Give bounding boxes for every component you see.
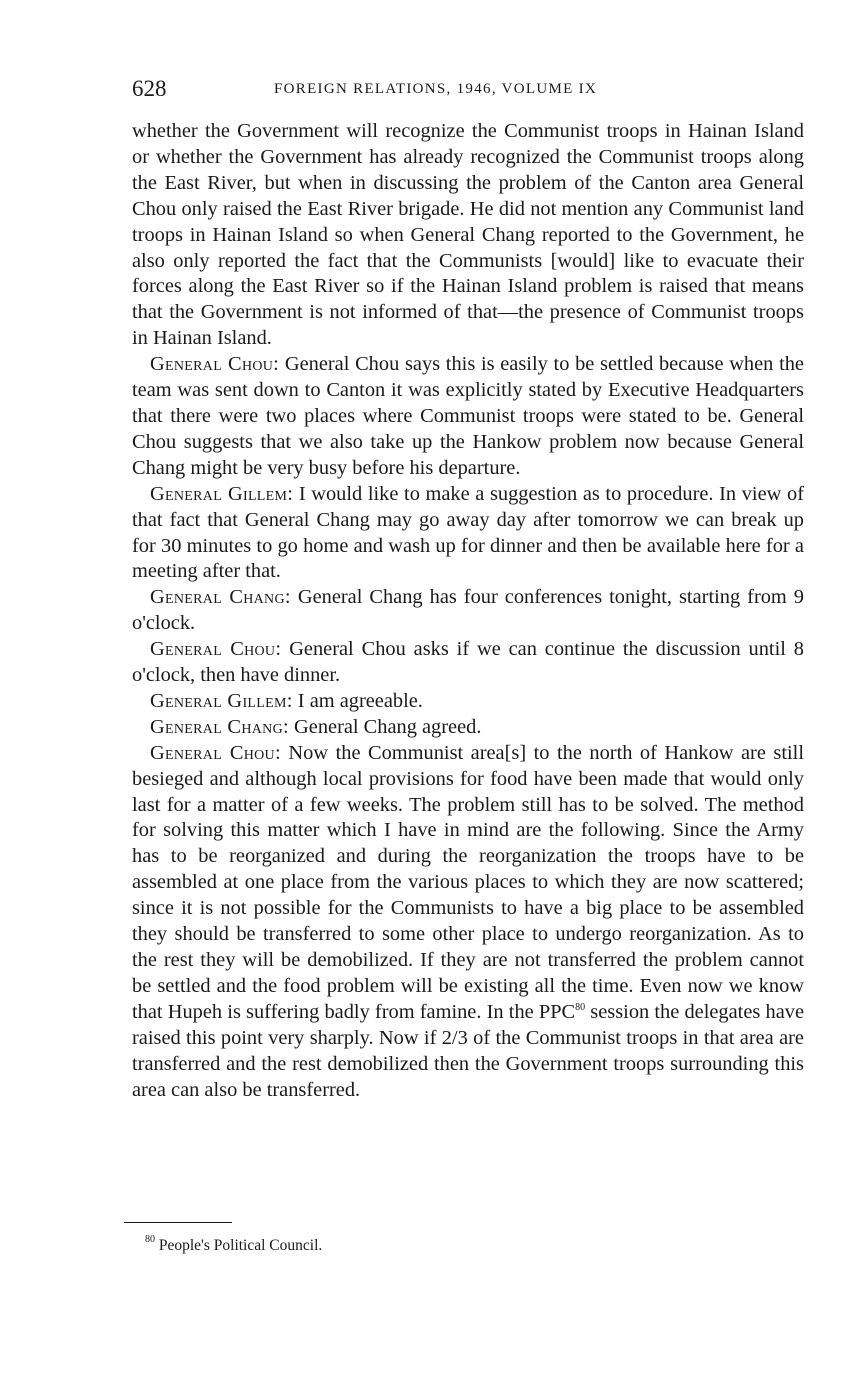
paragraph-text: General Chang has four conferences tonight, starting from 9 o'clock. [132, 586, 804, 635]
paragraph-text: General Chou asks if we can continue the discussion until 8 o'clock, then have dinner. [132, 638, 804, 687]
paragraph-chou-3 [132, 741, 804, 1104]
speaker-label: General Gillem: [150, 482, 294, 505]
paragraph-chang-1 [132, 585, 804, 637]
footnote-text: People's Political Council. [155, 1237, 323, 1254]
paragraph-text: I would like to make a suggestion as to procedure. In view of that fact that General Chang may go away day after tomorrow we can break up for 30 minutes to go home and wash up for dinner and then be available here for a meeting after that. [132, 482, 804, 583]
paragraph-chou-1 [132, 352, 804, 482]
speaker-label: General Chou: [150, 353, 280, 376]
paragraph-text: Now the Communist area[s] to the north of Hankow are still besieged and although local provisions for food have been made that would only last for a matter of a few weeks. The problem still has to be solved. The method for solving this matter which I have in mind are the following. Since the Army has to be reorganized and during the reorganization the troops have to be assembled at one place from the various places to which they are now scattered; since it is not possible for the Communists to have a big place to be assembled they should be transferred to some other place to undergo reorganization. As to the rest they will be demobilized. If they are not transferred the problem cannot be settled and the food problem will be existing all the time. Even now we know that Hupeh is suffering badly from famine. In the PPC [132, 741, 804, 1023]
page-number: 628 [132, 76, 167, 101]
paragraph-gillem-2 [132, 689, 804, 715]
page-header [132, 76, 804, 102]
paragraph-text: whether the Government will recognize the Communist troops in Hainan Island or whether the Government has already recognized the Communist troops along the East River, but when in discussing the problem of the Canton area General Chou only raised the East River brigade. He did not mention any Communist land troops in Hainan Island so when General Chang reported to the Government, he also only reported the fact that the Communists [would] like to evacuate their forces along the East River so if the Hainan Island problem is raised that means that the Government is not informed of that—the presence of Communist troops in Hainan Island. [132, 120, 804, 350]
paragraph-chou-2 [132, 637, 804, 689]
speaker-label: General Gillem: [150, 689, 293, 712]
paragraph-gillem-1 [132, 482, 804, 586]
paragraph-continuation [132, 119, 804, 352]
footnote-reference: 80 [575, 1001, 586, 1013]
speaker-label: General Chang: [150, 715, 289, 738]
paragraph-text: General Chou says this is easily to be settled because when the team was sent down to Canton it was explicitly stated by Executive Headquarters that there were two places where Communist troops were stated to be. General Chou suggests that we also take up the Hankow problem now because General Chang might be very busy before his departure. [132, 353, 804, 479]
speaker-label: General Chou: [150, 741, 281, 764]
footnote-marker: 80 [145, 1234, 155, 1245]
speaker-label: General Chang: [150, 586, 291, 609]
speaker-label: General Chou: [150, 638, 282, 661]
paragraph-chang-2 [132, 715, 804, 741]
paragraph-text: session the delegates have raised this point very sharply. Now if 2/3 of the Communist troops in that area are transferred and the rest demobilized then the Government troops surrounding this area can also be transferred. [132, 1000, 804, 1101]
footnote-divider [124, 1222, 232, 1223]
paragraph-text: I am agreeable. [292, 689, 423, 712]
footnote [145, 1236, 322, 1256]
running-title: FOREIGN RELATIONS, 1946, VOLUME IX [274, 81, 598, 97]
body-text [132, 119, 804, 1103]
paragraph-text: General Chang agreed. [288, 715, 482, 738]
